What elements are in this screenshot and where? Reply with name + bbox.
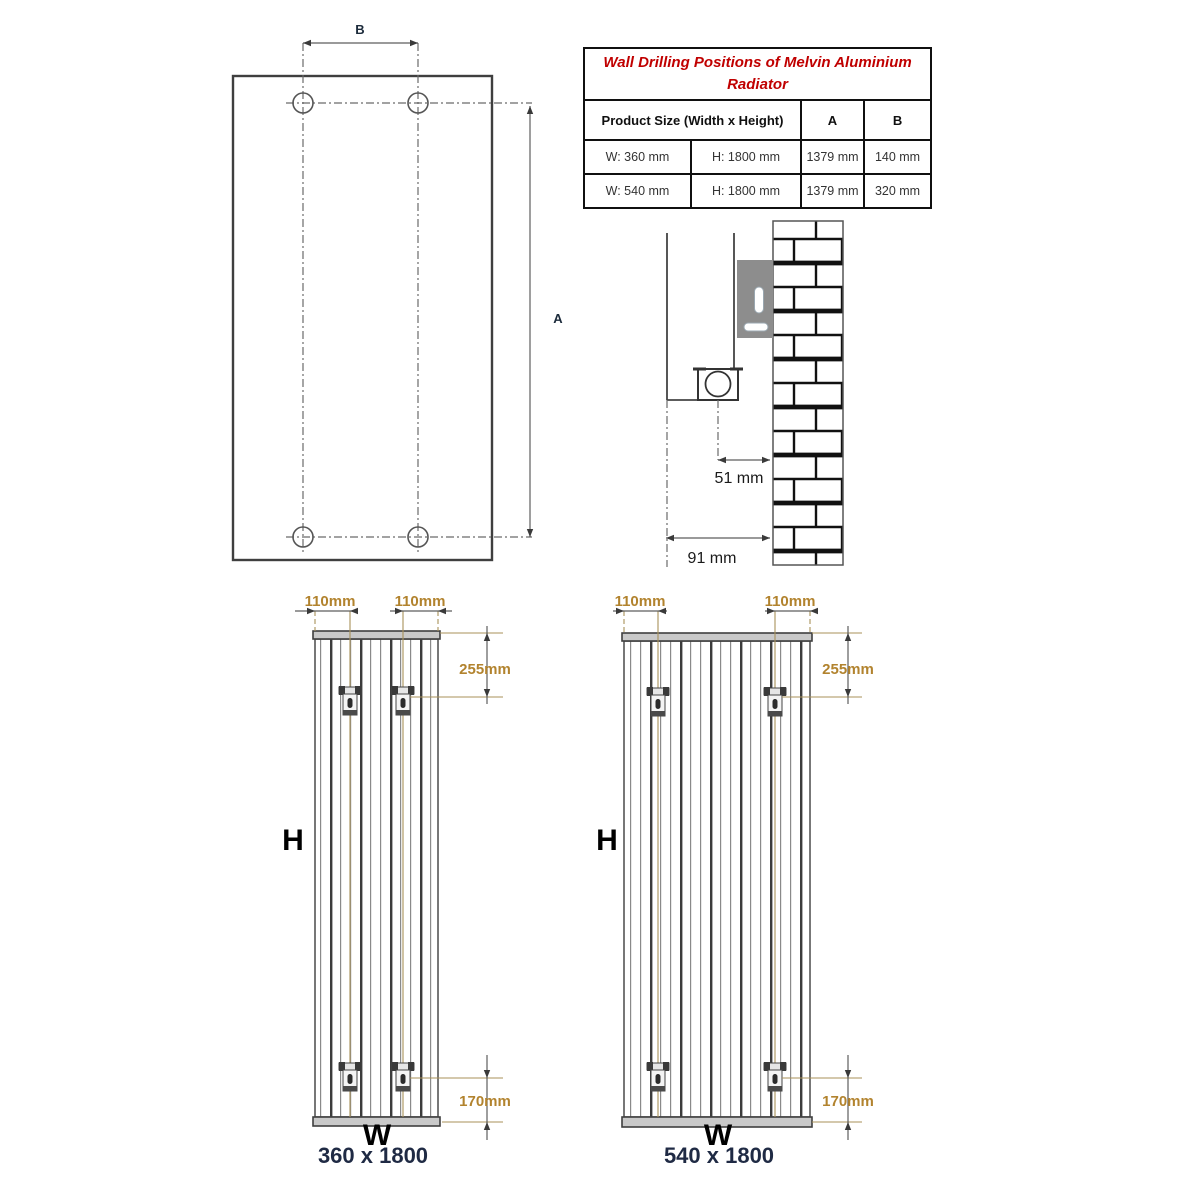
table-title: Wall Drilling Positions of Melvin Aluminium Radiator [584,48,931,100]
brick-wall [773,221,843,565]
col-header-b: B [864,100,931,140]
dim-170-label: 170mm [459,1093,511,1110]
table-row [584,140,931,174]
width-label: W [703,1119,733,1152]
radiator-front-view-540 [590,590,890,1175]
radiator-fins [315,639,438,1117]
radiator-top-bar [622,633,812,641]
col-header-product-size: Product Size (Width x Height) [584,100,801,140]
dim-a-label: A [553,311,563,326]
bracket-slot-horizontal [744,323,768,331]
dim-110-right-label: 110mm [394,593,446,610]
dim-b-label: B [355,22,365,37]
dim-170-label: 170mm [822,1093,874,1110]
cell-height: H: 1800 mm [691,140,801,174]
cell-a: 1379 mm [801,174,864,208]
drilling-positions-diagram [200,15,570,575]
dim-extensions [624,611,810,633]
wall-bracket-plate [737,260,773,338]
height-label: H [596,824,618,857]
radiator-front-view-360 [270,590,520,1175]
size-label: 360 x 1800 [317,1143,429,1168]
cell-a: 1379 mm [801,140,864,174]
table-title-row [584,48,931,100]
cell-height: H: 1800 mm [691,174,801,208]
table-header-row [584,100,931,140]
radiator-top-bar [313,631,440,639]
radiator-profile [667,233,743,400]
cell-width: W: 540 mm [584,174,691,208]
dim-110-right-label: 110mm [764,593,816,610]
drilling-positions-table [583,47,932,209]
dim-110-left-label: 110mm [614,593,666,610]
cell-b: 320 mm [864,174,931,208]
dim-extensions [315,611,438,631]
col-header-a: A [801,100,864,140]
pipe-circle [706,372,731,397]
size-label: 540 x 1800 [663,1143,775,1168]
drill-holes [293,93,428,547]
wall-mount-cross-section [640,215,890,577]
width-label: W [362,1119,392,1152]
dim-255-label: 255mm [822,661,874,678]
cell-b: 140 mm [864,140,931,174]
dim-51-label: 51 mm [714,470,764,487]
dim-91-label: 91 mm [687,550,737,567]
dim-110-left-label: 110mm [304,593,356,610]
radiator-outline [233,76,492,560]
table-row [584,174,931,208]
height-label: H [282,824,304,857]
bracket-slot-vertical [755,287,764,313]
dim-255-label: 255mm [459,661,511,678]
cell-width: W: 360 mm [584,140,691,174]
